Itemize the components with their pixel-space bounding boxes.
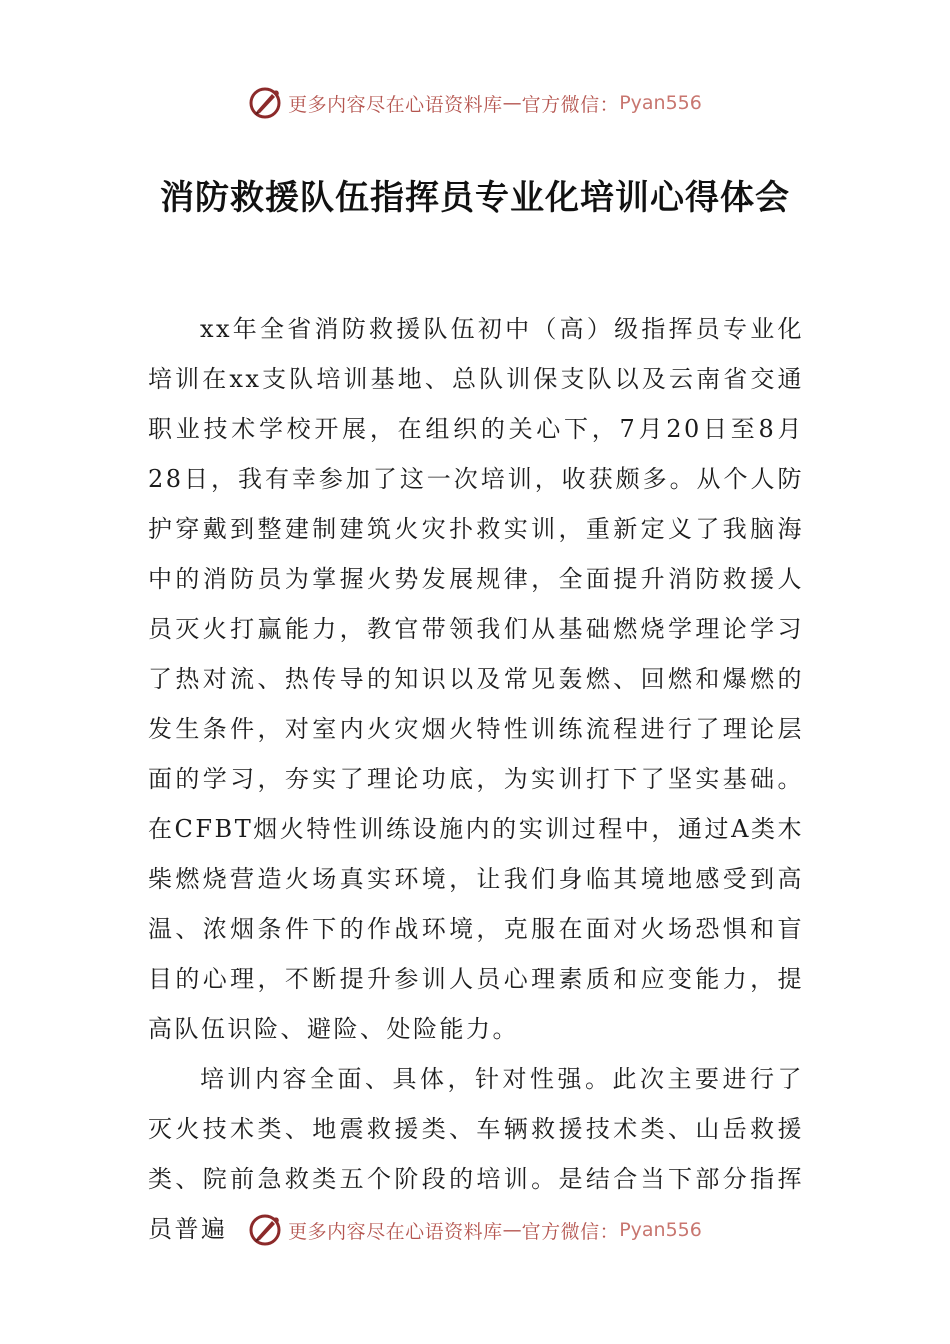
banner-separator: — (502, 92, 522, 114)
banner-wechat-id: Pyan556 (619, 92, 702, 114)
banner-text: 更多内容尽在心语资料库 (288, 93, 503, 116)
banner-wechat-label: 官方微信： (521, 1220, 620, 1243)
banner-wechat-id: Pyan556 (619, 1219, 702, 1241)
header-watermark-banner (0, 83, 950, 123)
document-title: 消防救援队伍指挥员专业化培训心得体会 (160, 178, 790, 218)
banner-wechat-label: 官方微信： (521, 93, 620, 116)
body-paragraph-1: xx年全省消防救援队伍初中（高）级指挥员专业化培训在xx支队培训基地、总队训保支队以及云南省交通职业技术学校开展，在组织的关心下，7月20日至8月28日，我有幸参加了这一次培训，收获颇多。从个人防护穿戴到整建制建筑火灾扑救实训，重新定义了我脑海中的消防员为掌握火势发展规律，全面提升消防救援人员灭火打赢能力，教官带领我们从基础燃烧学理论学习了热对流、热传导的知识以及常见轰燃、回燃和爆燃的发生条件，对室内火灾烟火特性训练流程进行了理论层面的学习，夯实了理论功底，为实训打下了坚实基础。在CFBT烟火特性训练设施内的实训过程中，通过A类木柴燃烧营造火场真实环境，让我们身临其境地感受到高温、浓烟条件下的作战环境，克服在面对火场恐惧和盲目的心理，不断提升参训人员心理素质和应变能力，提高队伍识险、避险、处险能力。 (148, 315, 804, 1043)
banner-text: 更多内容尽在心语资料库 (288, 1220, 503, 1243)
document-body (148, 304, 804, 1254)
banner-separator: — (502, 1219, 522, 1241)
quill-pen-logo-icon (248, 1213, 282, 1247)
body-paragraph-2: 培训内容全面、具体，针对性强。此次主要进行了灭火技术类、地震救援类、车辆救援技术类、山岳救援类、院前急救类五个阶段的培训。是结合当下部分指挥员普遍 (148, 1065, 804, 1243)
footer-watermark-banner (0, 1210, 950, 1250)
quill-pen-logo-icon (248, 86, 282, 120)
